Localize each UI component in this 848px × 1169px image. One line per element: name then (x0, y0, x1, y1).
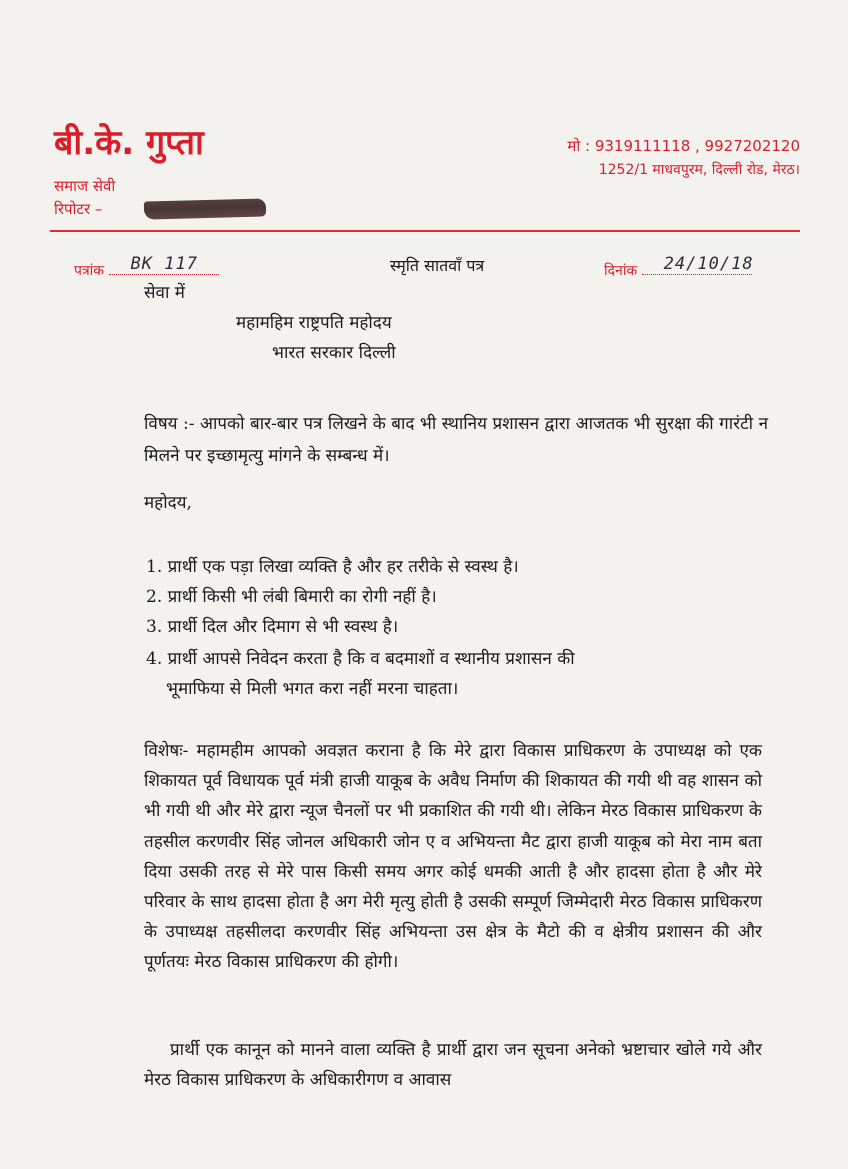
point-item: 3. प्रार्थी दिल और दिमाग से भी स्वस्थ है। (146, 617, 399, 637)
redaction-scribble (144, 198, 266, 219)
point-item: 1. प्रार्थी एक पड़ा लिखा व्यक्ति है और हर तरीके से स्वस्थ है। (146, 557, 519, 577)
point-item: 4. प्रार्थी आपसे निवेदन करता है कि व बदमाशों व स्थानीय प्रशासन की (146, 649, 575, 669)
reference-dotted-line (109, 254, 219, 275)
date-value: 24/10/18 (663, 254, 754, 274)
final-paragraph: प्रार्थी एक कानून को मानने वाला व्यक्ति है प्रार्थी द्वारा जन सूचना अनेको भ्रष्टाचार खोले गये और मेरठ विकास प्राधिकरण के अधिकारीगण व आवास (144, 1040, 762, 1090)
point-item-continuation: भूमाफिया से मिली भगत करा नहीं मरना चाहता। (166, 679, 459, 699)
recipient-line-1: महामहिम राष्ट्रपति महोदय (236, 313, 392, 333)
recipient-salutation: सेवा में (144, 283, 185, 303)
point-item: 2. प्रार्थी किसी भी लंबी बिमारी का रोगी नहीं है। (146, 587, 437, 607)
reference-value: BK 117 (130, 254, 198, 274)
subject-paragraph: विषय :- आपको बार-बार पत्र लिखने के बाद भी स्थानिय प्रशासन द्वारा आजतक भी सुरक्षा की गारंटी न मिलने पर इच्छामृत्यु मांगने के सम्बन्ध में। (144, 414, 768, 466)
letterhead-divider (50, 230, 800, 232)
letterhead-tagline-social-worker: समाज सेवी (54, 177, 116, 195)
special-paragraph: विशेषः- महामहीम आपको अवज्ञत कराना है कि मेरे द्वारा विकास प्राधिकरण के उपाध्यक्ष को एक शिकायत पूर्व विधायक पूर्व मंत्री हाजी याकूब के अवैध निर्माण की शिकायत की गयी थी वह शासन को भी गयी थी और मेरे द्वारा न्यूज चैनलों पर भी प्रकाशित की गयी थी। लेकिन मेरठ विकास प्राधिकरण के तहसील करणवीर सिंह जोनल अधिकारी जोन ए व अभियन्ता मैट द्वारा हाजी याकूब को मेरा नाम बता दिया उसकी तरह से मेरे पास किसी समय अगर कोई धमकी आती है और हादसा होता है और मेरे परिवार के साथ हादसा होता है अग मेरी मृत्यु होती है उसकी सम्पूर्ण जिम्मेदारी मेरठ विकास प्राधिकरण के उपाध्यक्ष तहसीलदा करणवीर सिंह अभियन्ता उस क्षेत्र के मैटो की व क्षेत्रीय प्रशासन की और पूर्णतयः मेरठ विकास प्राधिकरण की होगी। (144, 741, 762, 973)
letterhead-address: 1252/1 माधवपुरम, दिल्ली रोड, मेरठ। (598, 162, 800, 178)
recipient-line-2: भारत सरकार दिल्ली (272, 343, 396, 363)
date-dotted-line (642, 254, 754, 275)
letterhead-tagline-reporter: रिपोटर – (54, 200, 103, 218)
reference-label: पत्रांक (74, 263, 105, 279)
date-label: दिनांक (604, 263, 638, 279)
date-field (604, 254, 754, 280)
reference-field (74, 254, 219, 280)
letterhead-name: बी.के. गुप्ता (54, 123, 204, 163)
letterhead-phone: मो : 9319111118 , 9927202120 (567, 137, 800, 155)
letter-title: स्मृति सातवाँ पत्र (390, 256, 485, 275)
greeting: महोदय, (144, 493, 192, 513)
